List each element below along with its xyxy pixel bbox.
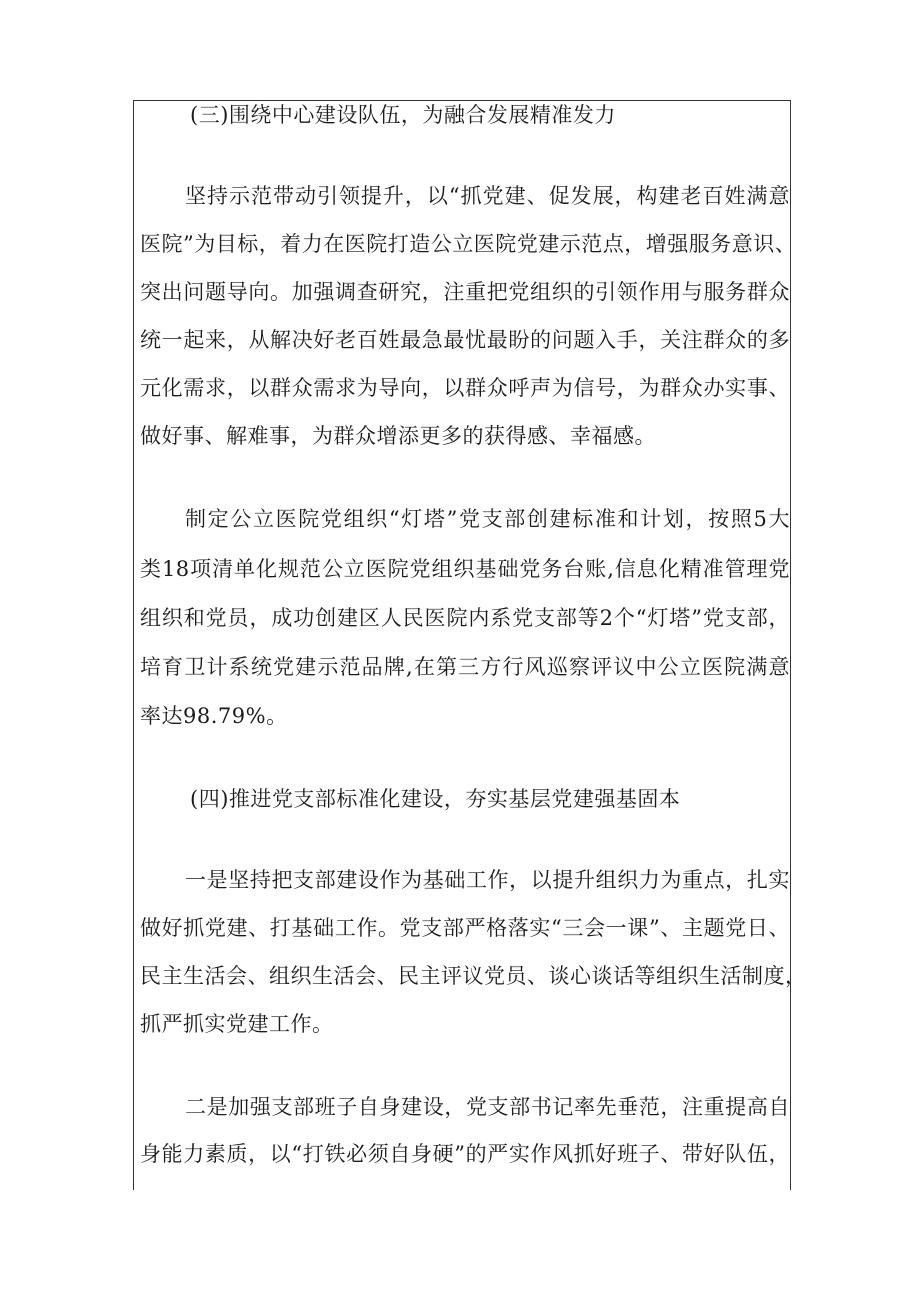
paragraph-1-line-5: 元化需求，以群众需求为导向，以群众呼声为信号，为群众办实事、: [140, 376, 790, 400]
paragraph-2-line-2: 类18项清单化规范公立医院党组织基础党务台账,信息化精准管理党: [140, 557, 790, 581]
paragraph-4-line-1: 二是加强支部班子自身建设，党支部书记率先垂范，注重提高自: [185, 1095, 790, 1119]
paragraph-2-line-3: 组织和党员，成功创建区人民医院内系党支部等2个“灯塔”党支部，: [140, 606, 790, 630]
paragraph-1-line-2: 医院”为目标，着力在医院打造公立医院党建示范点，增强服务意识、: [140, 232, 797, 256]
paragraph-2-line-4: 培育卫计系统党建示范品牌,在第三方行风巡察评议中公立医院满意: [140, 655, 790, 679]
section-heading-3: (三)围绕中心建设队伍，为融合发展精准发力: [190, 103, 616, 127]
paragraph-1-line-3: 突出问题导向。加强调查研究，注重把党组织的引领作用与服务群众: [140, 280, 790, 304]
paragraph-3-line-3: 民主生活会、组织生活会、民主评议党员、谈心谈话等组织生活制度，: [140, 964, 807, 988]
paragraph-4-line-2: 身能力素质，以“打铁必须自身硬”的严实作风抓好班子、带好队伍，: [140, 1142, 790, 1166]
section-heading-4: (四)推进党支部标准化建设，夯实基层党建强基固本: [190, 787, 681, 811]
paragraph-2-line-1: 制定公立医院党组织“灯塔”党支部创建标准和计划，按照5大: [185, 507, 790, 531]
paragraph-3-line-1: 一是坚持把支部建设作为基础工作，以提升组织力为重点，扎实: [185, 868, 790, 892]
paragraph-3-line-4: 抓严抓实党建工作。: [140, 1012, 334, 1036]
paragraph-3-line-2: 做好抓党建、打基础工作。党支部严格落实“三会一课”、主题党日、: [140, 916, 790, 940]
paragraph-1-line-4: 统一起来，从解决好老百姓最急最忧最盼的问题入手，关注群众的多: [140, 328, 790, 352]
paragraph-1-line-6: 做好事、解难事，为群众增添更多的获得感、幸福感。: [140, 424, 656, 448]
paragraph-1-line-1: 坚持示范带动引领提升，以“抓党建、促发展，构建老百姓满意: [185, 184, 790, 208]
paragraph-2-line-5: 率达98.79%。: [140, 704, 288, 728]
